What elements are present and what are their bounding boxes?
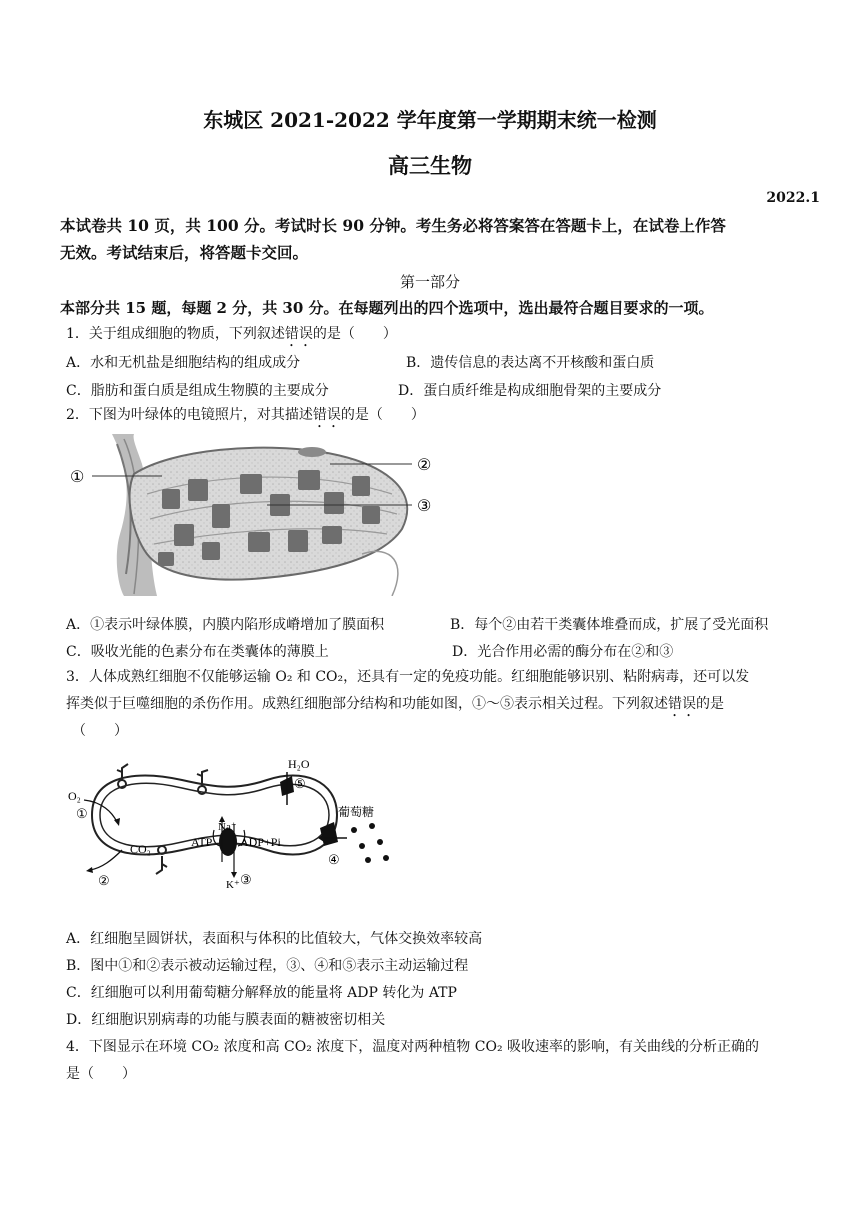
question-1-option-d: D．蛋白质纤维是构成细胞骨架的主要成分 bbox=[398, 383, 662, 399]
label-4: ④ bbox=[328, 852, 340, 867]
label-glucose: 葡萄糖 bbox=[338, 805, 375, 819]
label-o2: O₂ bbox=[68, 789, 81, 803]
instructions-line1: 本试卷共 10 页，共 100 分。考试时长 90 分钟。考生务必将答案答在答题卡上，在试卷上作答 bbox=[60, 216, 726, 235]
figure-label-2: ② bbox=[417, 457, 432, 474]
question-1-option-a: A．水和无机盐是细胞结构的组成成分 bbox=[66, 355, 301, 371]
question-2-option-d: D．光合作用必需的酶分布在②和③ bbox=[452, 644, 674, 660]
question-3-option-d: D．红细胞识别病毒的功能与膜表面的糖被密切相关 bbox=[66, 1012, 386, 1028]
question-3-option-c: C．红细胞可以利用葡萄糖分解释放的能量将 ADP 转化为 ATP bbox=[66, 985, 457, 1001]
label-na: Na⁺ bbox=[218, 821, 237, 833]
label-co2: CO₂ bbox=[130, 842, 151, 856]
emphasis-text: 错误 bbox=[668, 696, 696, 712]
part-title: 第一部分 bbox=[399, 273, 460, 291]
part-intro: 本部分共 15 题，每题 2 分，共 30 分。在每题列出的四个选项中，选出最符合题目要求的一项。 bbox=[60, 299, 714, 317]
instructions-line2: 无效。考试结束后，将答题卡交回。 bbox=[60, 243, 309, 262]
question-2-option-c: C．吸收光能的色素分布在类囊体的薄膜上 bbox=[66, 644, 329, 660]
question-3-stem-line1: 3．人体成熟红细胞不仅能够运输 O₂ 和 CO₂，还具有一定的免疫功能。红细胞能够识别、粘附病毒，还可以发 bbox=[66, 669, 750, 685]
exam-date: 2022.1 bbox=[766, 190, 820, 206]
label-3: ③ bbox=[240, 872, 252, 887]
question-3-option-b: B．图中①和②表示被动运输过程，③、④和⑤表示主动运输过程 bbox=[66, 958, 469, 974]
question-3-stem-line2: 挥类似于巨噬细胞的杀伤作用。成熟红细胞部分结构和功能如图，①～⑤表示相关过程。下列叙述错误的是 bbox=[66, 696, 724, 712]
label-adp: ADP+Pi bbox=[240, 835, 281, 849]
question-2-option-b: B．每个②由若干类囊体堆叠而成，扩展了受光面积 bbox=[450, 617, 769, 633]
label-2: ② bbox=[98, 873, 110, 888]
question-2-stem: 2．下图为叶绿体的电镜照片，对其描述错误的是（ ） bbox=[66, 407, 425, 423]
emphasis-text: 错误 bbox=[284, 326, 313, 342]
question-1-option-c: C．脂肪和蛋白质是组成生物膜的主要成分 bbox=[66, 383, 329, 399]
label-1: ① bbox=[76, 806, 88, 821]
question-4-stem-line2: 是（ ） bbox=[66, 1066, 136, 1082]
emphasis-text: 错误 bbox=[312, 407, 341, 423]
question-2-option-a: A．①表示叶绿体膜，内膜内陷形成嵴增加了膜面积 bbox=[66, 617, 385, 633]
label-atp: ATP bbox=[191, 835, 213, 849]
figure-label-3: ③ bbox=[417, 498, 432, 515]
figure-label-1: ① bbox=[70, 469, 85, 486]
question-4-stem-line1: 4．下图显示在环境 CO₂ 浓度和高 CO₂ 浓度下，温度对两种植物 CO₂ 吸收速率的影响，有关曲线的分析正确的 bbox=[66, 1039, 760, 1055]
label-k: K⁺ bbox=[226, 879, 240, 890]
chloroplast-micrograph bbox=[62, 434, 452, 596]
question-3-stem-line3: （ ） bbox=[72, 723, 128, 739]
exam-title: 东城区 2021-2022 学年度第一学期期末统一检测 bbox=[203, 108, 657, 132]
question-1-stem: 1．关于组成细胞的物质，下列叙述错误的是（ ） bbox=[66, 326, 397, 342]
exam-subject: 高三生物 bbox=[388, 153, 472, 178]
label-5: ⑤ bbox=[294, 776, 306, 791]
red-blood-cell-diagram bbox=[62, 750, 402, 890]
question-1-option-b: B．遗传信息的表达离不开核酸和蛋白质 bbox=[406, 355, 655, 371]
label-h2o: H₂O bbox=[288, 757, 310, 771]
question-3-option-a: A．红细胞呈圆饼状，表面积与体积的比值较大，气体交换效率较高 bbox=[66, 931, 483, 947]
